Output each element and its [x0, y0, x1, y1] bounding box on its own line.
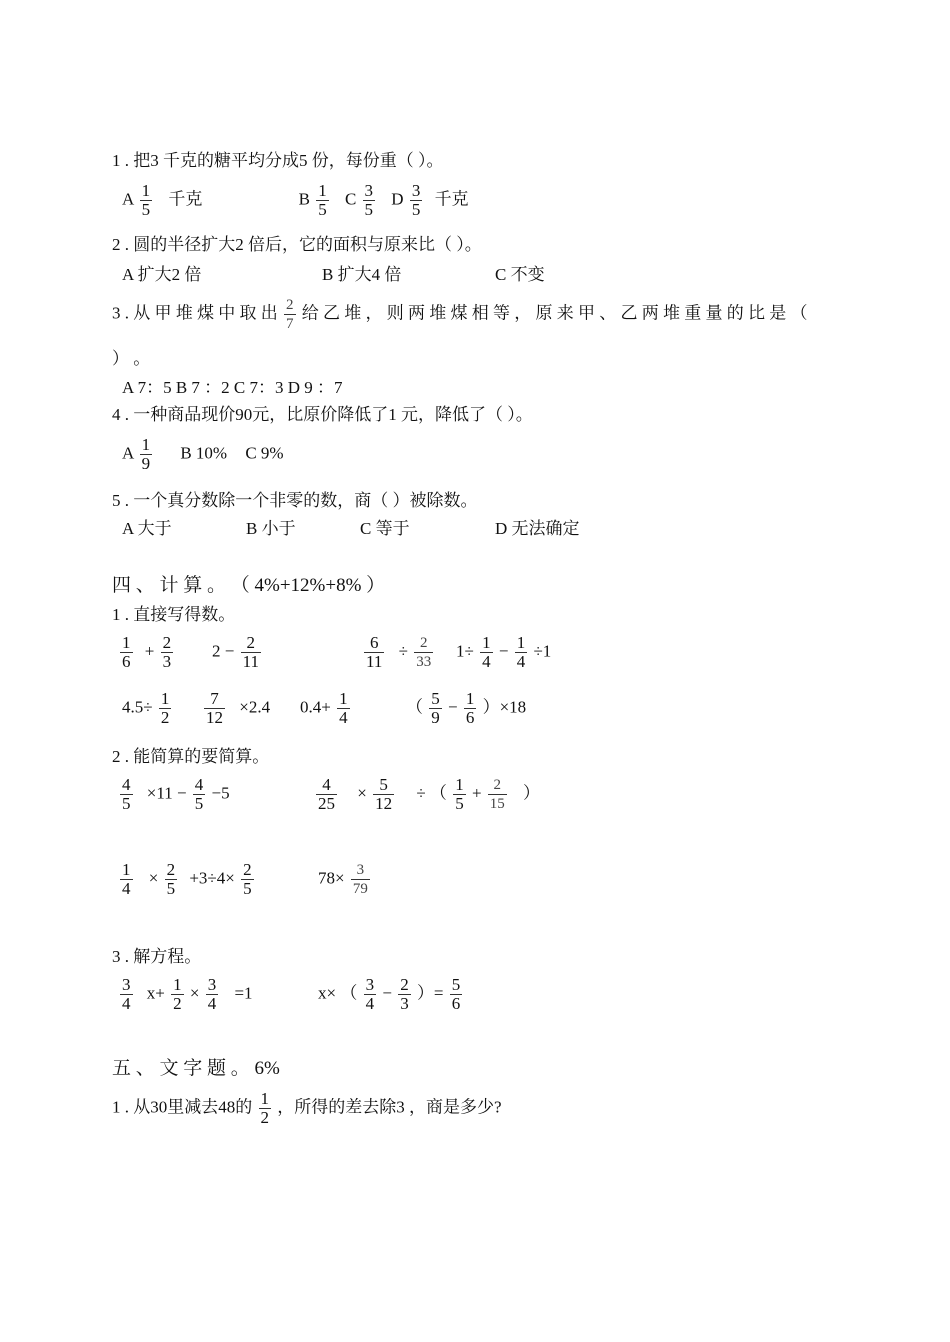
fraction-denominator: 4	[516, 652, 526, 671]
fraction-denominator: 5	[455, 794, 464, 813]
fraction	[259, 1090, 272, 1127]
fraction	[316, 776, 337, 813]
fraction-numerator: 1	[465, 689, 475, 708]
fraction	[241, 634, 261, 671]
fraction-denominator: 5	[122, 794, 131, 813]
fraction-numerator: 1	[122, 633, 131, 652]
q4-stem: 4 . 一种商品现价90元，比原价降低了1 元，降低了（ ）。	[112, 405, 533, 424]
fraction-denominator: 11	[242, 652, 259, 671]
fraction-denominator: 79	[352, 881, 368, 897]
q1-options: A $\frac{1}{5}$ 千克 B $\frac{1}{5}$ C $\frac{3}{5}$ D $\frac{3}{5}$ 千克	[122, 181, 469, 219]
calc-row-3-b: $\frac{4}{25}$ × $\frac{5}{12}$ ÷ （ $\frac{1}{5}$ + $\frac{2}{15}$ ）	[318, 775, 541, 813]
fraction-numerator: 1	[141, 435, 151, 454]
fraction-numerator: 1	[516, 633, 526, 652]
calc-row-4-a: $\frac{1}{4}$ × $\frac{2}{5}$ +3÷4× $\frac{2}{5}$	[122, 860, 252, 898]
fraction-numerator: 1	[260, 1089, 269, 1108]
q5-option-a: A 大于	[122, 519, 172, 538]
calc-row-1-a: $\frac{1}{6}$ + $\frac{2}{3}$	[122, 633, 172, 671]
fraction	[373, 776, 394, 813]
fraction	[120, 861, 133, 898]
q5-option-c: C 等于	[360, 519, 410, 538]
q2-option-b: B 扩大4 倍	[322, 265, 402, 284]
section-5-question-1: 1 . 从30里减去48的 $\frac{1}{2}$ ，所得的差去除3 ，商是多少?	[112, 1089, 502, 1127]
fraction	[120, 634, 133, 671]
fraction	[363, 182, 376, 219]
fraction	[429, 690, 442, 727]
calc-row-4-b: 78× $\frac{3}{79}$	[318, 862, 368, 897]
fraction-numerator: 2	[419, 635, 428, 651]
calc-row-2-c: 0.4+ $\frac{1}{4}$	[300, 689, 348, 727]
fraction	[165, 861, 178, 898]
fraction	[120, 976, 133, 1013]
section-4-part-1: 1 . 直接写得数。	[112, 605, 236, 624]
fraction-numerator: 3	[365, 975, 375, 994]
fraction	[161, 634, 174, 671]
fraction-denominator: 4	[482, 652, 491, 671]
q2-option-a: A 扩大2 倍	[122, 265, 202, 284]
fraction-numerator: 4	[194, 775, 204, 794]
fraction-denominator: 6	[451, 994, 461, 1013]
fraction-numerator: 1	[455, 775, 464, 794]
fraction-denominator: 3	[400, 994, 409, 1013]
fraction	[488, 776, 507, 813]
q5-option-b: B 小于	[246, 519, 296, 538]
fraction-denominator: 5	[243, 879, 252, 898]
fraction-denominator: 2	[173, 994, 182, 1013]
fraction-numerator: 5	[431, 689, 440, 708]
fraction-denominator: 6	[122, 652, 131, 671]
fraction-numerator: 3	[122, 975, 131, 994]
fraction	[120, 776, 133, 813]
calc-row-1-b: 2 − $\frac{2}{11}$	[212, 633, 259, 671]
fraction-numerator: 1	[141, 181, 151, 200]
q4-options: A $\frac{1}{9}$ B 10% C 9%	[122, 435, 284, 473]
fraction-denominator: 5	[318, 200, 327, 219]
fraction-numerator: 2	[493, 777, 502, 793]
fraction-numerator: 1	[122, 860, 131, 879]
fraction	[414, 634, 433, 671]
fraction-denominator: 2	[160, 708, 170, 727]
fraction-numerator: 1	[318, 181, 327, 200]
fraction-numerator: 2	[162, 633, 172, 652]
fraction	[464, 690, 477, 727]
fraction-denominator: 9	[431, 708, 440, 727]
fraction	[284, 296, 296, 333]
q3-stem: 3 . 从 甲 堆 煤 中 取 出 $\frac{2}{7}$ 给 乙 堆 ， 则 两 堆 煤 相 等 ， 原 来 甲 、 乙 两 堆 重 量 的 比 是 （	[112, 297, 808, 332]
fraction-denominator: 12	[206, 708, 223, 727]
q3-stem-end: ） 。	[112, 349, 151, 368]
fraction-numerator: 1	[160, 689, 170, 708]
fraction-numerator: 2	[166, 860, 176, 879]
fraction-numerator: 2	[286, 297, 294, 313]
fraction-denominator: 3	[162, 652, 172, 671]
fraction	[159, 690, 172, 727]
fraction-numerator: 2	[246, 633, 256, 652]
section-4-title: 四 、 计 算 。 （ 4%+12%+8% ）	[112, 575, 386, 596]
fraction-numerator: 4	[122, 775, 131, 794]
fraction-denominator: 33	[416, 654, 432, 670]
fraction-denominator: 5	[194, 794, 204, 813]
calc-row-2-a: 4.5÷ $\frac{1}{2}$	[122, 689, 170, 727]
fraction	[140, 182, 153, 219]
fraction-denominator: 15	[489, 796, 505, 812]
q2-stem: 2 . 圆的半径扩大2 倍后，它的面积与原来比（ ）。	[112, 235, 482, 254]
fraction-denominator: 5	[364, 200, 374, 219]
fraction	[206, 976, 219, 1013]
fraction	[450, 976, 463, 1013]
fraction	[364, 976, 377, 1013]
equation-1: $\frac{3}{4}$ x+ $\frac{1}{2}$ × $\frac{3}{4}$ =1	[122, 975, 253, 1013]
q1-stem: 1 . 把3 千克的糖平均分成5 份，每份重（ ）。	[112, 151, 444, 170]
fraction-numerator: 3	[411, 181, 421, 200]
fraction-numerator: 1	[482, 633, 491, 652]
calc-row-1-c: $\frac{6}{11}$ ÷ $\frac{2}{33}$	[366, 633, 432, 671]
section-4-part-2: 2 . 能简算的要简算。	[112, 747, 270, 766]
fraction-numerator: 5	[379, 775, 388, 794]
fraction-numerator: 3	[356, 862, 365, 878]
fraction-denominator: 6	[465, 708, 475, 727]
fraction-numerator: 2	[400, 975, 409, 994]
fraction-denominator: 2	[260, 1108, 269, 1127]
fraction-denominator: 12	[375, 794, 393, 813]
fraction-denominator: 5	[166, 879, 176, 898]
fraction	[193, 776, 206, 813]
fraction-denominator: 5	[141, 200, 151, 219]
calc-row-2-d: （ $\frac{5}{9}$ − $\frac{1}{6}$ ）×18	[406, 689, 527, 727]
fraction-numerator: 6	[369, 633, 379, 652]
q2-option-c: C 不变	[495, 265, 545, 284]
q5-stem: 5 . 一个真分数除一个非零的数，商（ ）被除数。	[112, 491, 478, 510]
fraction-numerator: 1	[173, 975, 182, 994]
fraction-denominator: 4	[207, 994, 217, 1013]
fraction-denominator: 4	[339, 708, 348, 727]
fraction-denominator: 7	[286, 316, 294, 332]
fraction	[364, 634, 384, 671]
fraction-denominator: 4	[122, 994, 131, 1013]
equation-2: x× （ $\frac{3}{4}$ − $\frac{2}{3}$ ）= $\frac{5}{6}$	[318, 975, 461, 1013]
fraction-numerator: 3	[207, 975, 217, 994]
fraction-denominator: 25	[318, 794, 335, 813]
fraction-numerator: 1	[339, 689, 348, 708]
fraction-denominator: 5	[411, 200, 421, 219]
fraction-numerator: 5	[451, 975, 461, 994]
fraction	[241, 861, 254, 898]
fraction	[351, 861, 370, 898]
fraction	[316, 182, 329, 219]
fraction-numerator: 2	[243, 860, 252, 879]
fraction	[337, 690, 350, 727]
q5-option-d: D 无法确定	[495, 519, 580, 538]
fraction	[140, 436, 153, 473]
section-4-part-3: 3 . 解方程。	[112, 947, 202, 966]
fraction-numerator: 4	[322, 775, 331, 794]
fraction-denominator: 4	[122, 879, 131, 898]
calc-row-1-d: 1÷ $\frac{1}{4}$ − $\frac{1}{4}$ ÷1	[456, 633, 552, 671]
fraction	[480, 634, 493, 671]
fraction-denominator: 4	[365, 994, 375, 1013]
fraction-numerator: 7	[210, 689, 219, 708]
fraction	[515, 634, 528, 671]
fraction	[398, 976, 411, 1013]
fraction-denominator: 9	[141, 454, 151, 473]
calc-row-3-a: $\frac{4}{5}$ ×11 − $\frac{4}{5}$ −5	[122, 775, 230, 813]
q3-options: A 7：5 B 7 ：2 C 7：3 D 9 ：7	[122, 378, 343, 397]
fraction	[410, 182, 423, 219]
fraction	[171, 976, 184, 1013]
fraction	[453, 776, 466, 813]
fraction-numerator: 3	[364, 181, 374, 200]
fraction-denominator: 11	[366, 652, 383, 671]
fraction	[204, 690, 225, 727]
calc-row-2-b: $\frac{7}{12}$ ×2.4	[206, 689, 271, 727]
section-5-title: 五 、 文 字 题 。 6%	[112, 1058, 280, 1079]
